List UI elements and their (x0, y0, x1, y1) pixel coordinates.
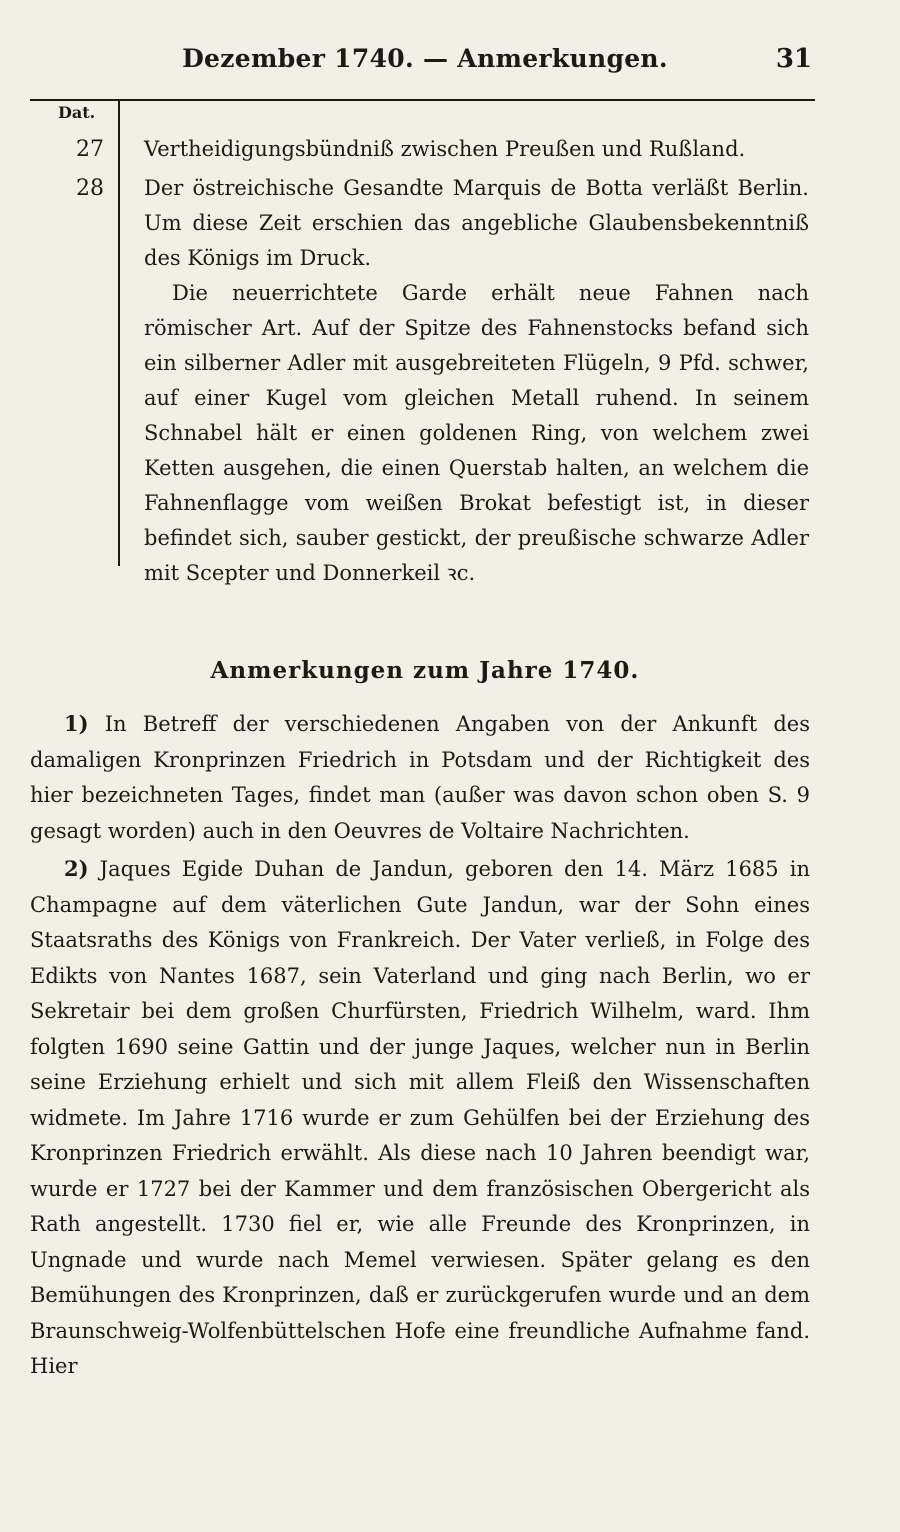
note-text: In Betreff der verschiedenen Angaben von der Ankunft des damaligen Kronprinzen Friedrich in Potsdam und der Richtigkeit des hier bezeichneten Tages, findet man (außer was davon schon oben S. 9 gesagt worden) auch in den Oeuvres de Voltaire Nachrichten. (30, 712, 810, 843)
entry-day: 28 (76, 176, 104, 201)
entry-day: 27 (76, 137, 104, 162)
note-number: 1) (64, 711, 89, 736)
chronicle-entry (30, 132, 820, 167)
note-number: 2) (64, 856, 89, 881)
running-title: Dezember 1740. — Anmerkungen. (182, 44, 668, 73)
notes-list (30, 706, 810, 1387)
notes-section-title: Anmerkungen zum Jahre 1740. (210, 657, 640, 684)
entry-paragraph: Der östreichische Gesandte Marquis de Botta verläßt Berlin. Um diese Zeit erschien das angebliche Glaubensbekenntniß des Königs im Druck. (144, 176, 809, 270)
header-rule (30, 99, 815, 101)
chronicle-entries (30, 132, 820, 595)
note (30, 851, 810, 1385)
note (30, 706, 810, 849)
entry-text (144, 132, 809, 167)
page-header (30, 44, 820, 86)
date-column-label: Dat. (58, 103, 96, 122)
entry-paragraph: Die neuerrichtete Garde erhält neue Fahnen nach römischer Art. Auf der Spitze des Fahnenstocks befand sich ein silberner Adler mit ausgebreiteten Flügeln, 9 Pfd. schwer, auf einer Kugel vom gleichen Metall ruhend. In seinem Schnabel hält er einen goldenen Ring, von welchem zwei Ketten ausgehen, die einen Querstab halten, an welchem die Fahnenflagge vom weißen Brokat befestigt ist, in dieser befindet sich, sauber gestickt, der preußische schwarze Adler mit Scepter und Donnerkeil ꝛc. (144, 281, 809, 585)
note-text: Jaques Egide Duhan de Jandun, geboren den 14. März 1685 in Champagne auf dem väterlichen Gute Jandun, war der Sohn eines Staatsraths des Königs von Frankreich. Der Vater verließ, in Folge des Edikts von Nantes 1687, sein Vaterland und ging nach Berlin, wo er Sekretair bei dem großen Churfürsten, Friedrich Wilhelm, ward. Ihm folgten 1690 seine Gattin und der junge Jaques, welcher nun in Berlin seine Erziehung erhielt und sich mit allem Fleiß den Wissenschaften widmete. Im Jahre 1716 wurde er zum Gehülfen bei der Erziehung des Kronprinzen Friedrich erwählt. Als diese nach 10 Jahren beendigt war, wurde er 1727 bei der Kammer und dem französischen Obergericht als Rath angestellt. 1730 fiel er, wie alle Freunde des Kronprinzen, in Ungnade und wurde nach Memel verwiesen. Später gelang es den Bemühungen des Kronprinzen, daß er zurückgerufen wurde und an dem Braunschweig-Wolfenbüttelschen Hofe eine freundliche Aufnahme fand. Hier (30, 857, 810, 1378)
chronicle-entry (30, 171, 820, 591)
page-number: 31 (775, 44, 812, 74)
entry-paragraph: Vertheidigungsbündniß zwischen Preußen und Rußland. (144, 137, 746, 161)
entry-text (144, 171, 809, 591)
